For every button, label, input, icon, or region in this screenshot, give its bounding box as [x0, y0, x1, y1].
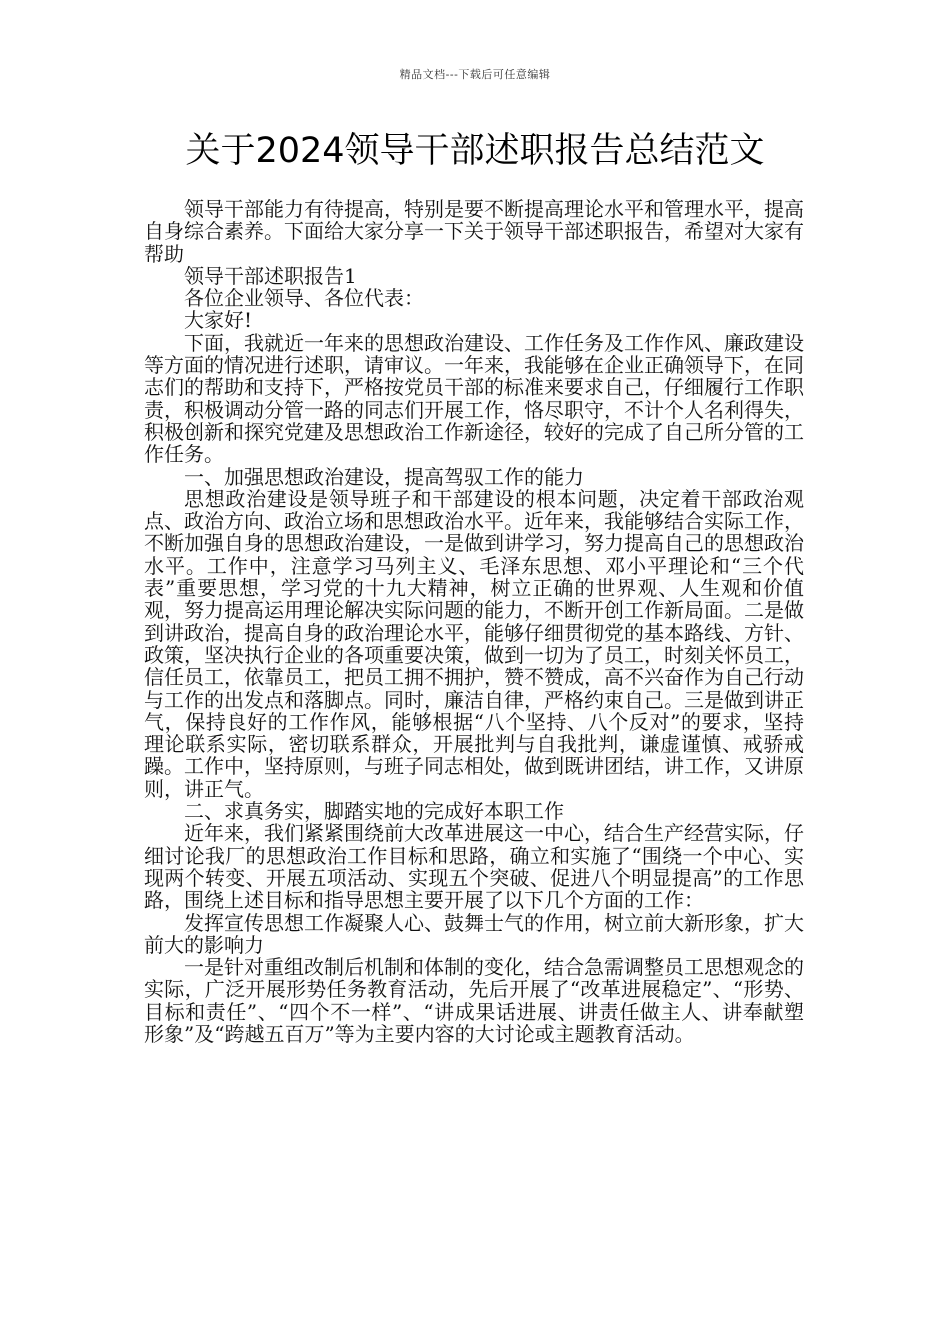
paragraph-report-heading: 领导干部述职报告1: [184, 263, 357, 288]
paragraph-subsection: 一是针对重组改制后机制和体制的变化，结合急需调整员工思想观念的实际，广泛开展形势任务教育活动，先后开展了“改革进展稳定”、“形势、目标和责任”、“四个不一样”、“讲成果话进展、讲责任做主人、讲奉献塑形象”及“跨越五百万”等为主要内容的大讨论或主题教育活动。: [144, 955, 804, 1046]
header-note: 精品文档---下载后可任意编辑: [399, 68, 551, 81]
paragraph-salutation: 各位企业领导、各位代表：: [184, 286, 424, 311]
section-heading-1: 一、加强思想政治建设，提高驾驭工作的能力: [184, 464, 584, 489]
subsection-heading: 发挥宣传思想工作凝聚人心、鼓舞士气的作用，树立前大新形象，扩大前大的影响力: [144, 910, 804, 957]
paragraph-greeting: 大家好!: [184, 308, 253, 333]
paragraph-opening: 下面，我就近一年来的思想政治建设、工作任务及工作作风、廉政建设等方面的情况进行述职，请审议。一年来，我能够在企业正确领导下，在同志们的帮助和支持下，严格按党员干部的标准来要求自己，仔细履行工作职责，积极调动分管一路的同志们开展工作，恪尽职守，不计个人名利得失，积极创新和探究党建及思想政治工作新途径，较好的完成了自己所分管的工作任务。: [144, 330, 804, 467]
paragraph-section-2: 近年来，我们紧紧围绕前大改革进展这一中心，结合生产经营实际，仔细讨论我厂的思想政治工作目标和思路，确立和实施了“围绕一个中心、实现两个转变、开展五项活动、实现五个突破、促进八个明显提高”的工作思路，围绕上述目标和指导思想主要开展了以下几个方面的工作：: [144, 821, 804, 913]
section-heading-2: 二、求真务实，脚踏实地的完成好本职工作: [184, 799, 564, 824]
paragraph-intro: 领导干部能力有待提高，特别是要不断提高理论水平和管理水平，提高自身综合素养。下面给大家分享一下关于领导干部述职报告，希望对大家有帮助: [144, 197, 804, 266]
document-title: 关于2024领导干部述职报告总结范文: [185, 131, 765, 171]
paragraph-section-1: 思想政治建设是领导班子和干部建设的根本问题，决定着干部政治观点、政治方向、政治立场和思想政治水平。近年来，我能够结合实际工作，不断加强自身的思想政治建设，一是做到讲学习，努力提高自己的思想政治水平。工作中，注意学习马列主义、毛泽东思想、邓小平理论和“三个代表”重要思想，学习党的十九大精神，树立正确的世界观、人生观和价值观，努力提高运用理论解决实际问题的能力，不断开创工作新局面。二是做到讲政治，提高自身的政治理论水平，能够仔细贯彻党的基本路线、方针、政策，坚决执行企业的各项重要决策，做到一切为了员工，时刻关怀员工，信任员工，依靠员工，把员工拥不拥护，赞不赞成，高不兴奋作为自己行动与工作的出发点和落脚点。同时，廉洁自律，严格约束自己。三是做到讲正气，保持良好的工作作风，能够根据“八个坚持、八个反对”的要求，坚持理论联系实际，密切联系群众，开展批判与自我批判，谦虚谨慎、戒骄戒躁。工作中，坚持原则，与班子同志相处，做到既讲团结，讲工作，又讲原则，讲正气。: [144, 486, 804, 801]
document-body: [144, 198, 804, 1045]
